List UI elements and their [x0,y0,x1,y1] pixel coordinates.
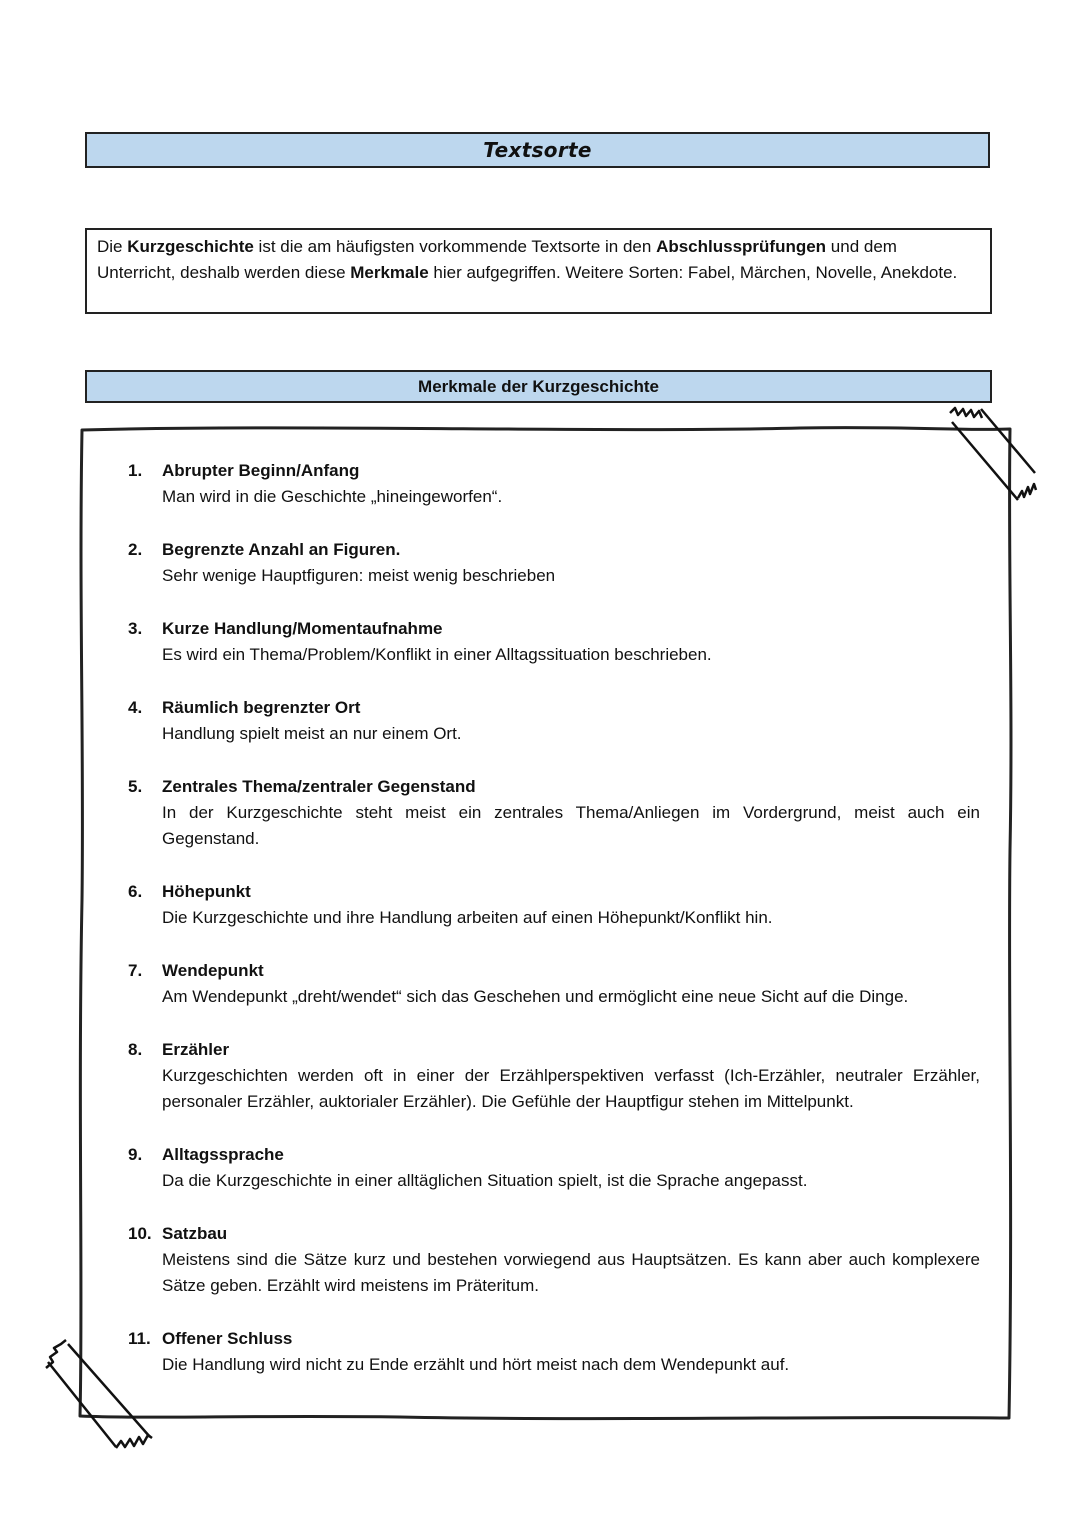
item-number: 6. [128,882,143,901]
item-heading: Kurze Handlung/Momentaufnahme [162,619,443,638]
item-description: Handlung spielt meist an nur einem Ort. [162,724,462,743]
item-heading: Satzbau [162,1224,228,1243]
section-title: Merkmale der Kurzgeschichte [418,376,659,396]
item-number: 9. [128,1145,143,1164]
item-description: Am Wendepunkt „dreht/wendet“ sich das Geschehen und ermöglicht eine neue Sicht auf die Dinge. [162,987,909,1006]
item-heading: Erzähler [162,1040,230,1059]
intro-bold-abschlusspruefungen: Abschlussprüfungen [656,237,827,256]
item-heading: Höhepunkt [162,882,251,901]
item-number: 5. [128,777,143,796]
section-header [85,370,992,403]
list-item [128,616,980,668]
item-heading: Räumlich begrenzter Ort [162,698,361,717]
item-number: 11. [128,1329,151,1348]
title-bar [85,132,990,168]
item-number: 4. [128,698,143,717]
item-description: Die Kurzgeschichte und ihre Handlung arbeiten auf einen Höhepunkt/Konflikt hin. [162,908,773,927]
intro-text: ist die am häufigsten vorkommende Textsorte in den [253,237,657,256]
feature-list [128,458,980,1405]
item-heading: Abrupter Beginn/Anfang [162,461,360,480]
item-description: Da die Kurzgeschichte in einer alltäglichen Situation spielt, ist die Sprache angepasst. [162,1171,808,1190]
intro-text: Die [97,237,128,256]
item-description: Meistens sind die Sätze kurz und bestehen vorwiegend aus Hauptsätzen. Es kann aber auch komplexere Sätze geben. Erzählt wird meistens im Präteritum. [162,1250,980,1295]
item-number: 1. [128,461,143,480]
item-description: Man wird in die Geschichte „hineingeworfen“. [162,487,503,506]
item-number: 7. [128,961,143,980]
item-description: Die Handlung wird nicht zu Ende erzählt und hört meist nach dem Wendepunkt auf. [162,1355,790,1374]
page-title: Textsorte [483,138,592,162]
item-number: 8. [128,1040,143,1059]
intro-bold-merkmale: Merkmale [350,263,429,282]
list-item [128,1221,980,1299]
list-item [128,458,980,510]
list-item [128,958,980,1010]
intro-text: und dem Unterricht, deshalb werden diese [97,237,897,282]
item-heading: Zentrales Thema/zentraler Gegenstand [162,777,476,796]
item-description: Sehr wenige Hauptfiguren: meist wenig beschrieben [162,566,556,585]
item-number: 10. [128,1224,152,1243]
item-description: Kurzgeschichten werden oft in einer der Erzählperspektiven verfasst (Ich-Erzähler, neutraler Erzähler, personaler Erzähler, auktorialer Erzähler). Die Gefühle der Hauptfigur stehen im Mittelpunkt. [162,1066,980,1111]
item-description: Es wird ein Thema/Problem/Konflikt in einer Alltagssituation beschrieben. [162,645,712,664]
list-item [128,1326,980,1378]
list-item [128,774,980,852]
intro-bold-kurzgeschichte: Kurzgeschichte [127,237,254,256]
item-heading: Begrenzte Anzahl an Figuren. [162,540,401,559]
item-heading: Alltagssprache [162,1145,284,1164]
item-heading: Wendepunkt [162,961,264,980]
item-heading: Offener Schluss [162,1329,293,1348]
list-item [128,879,980,931]
item-number: 2. [128,540,143,559]
item-number: 3. [128,619,143,638]
list-item [128,695,980,747]
item-description: In der Kurzgeschichte steht meist ein zentrales Thema/Anliegen im Vordergrund, meist auch ein Gegenstand. [162,803,980,848]
list-item [128,1037,980,1115]
intro-text: hier aufgegriffen. Weitere Sorten: Fabel, Märchen, Novelle, Anekdote. [428,263,958,282]
list-item [128,1142,980,1194]
list-item [128,537,980,589]
intro-box [85,228,992,314]
